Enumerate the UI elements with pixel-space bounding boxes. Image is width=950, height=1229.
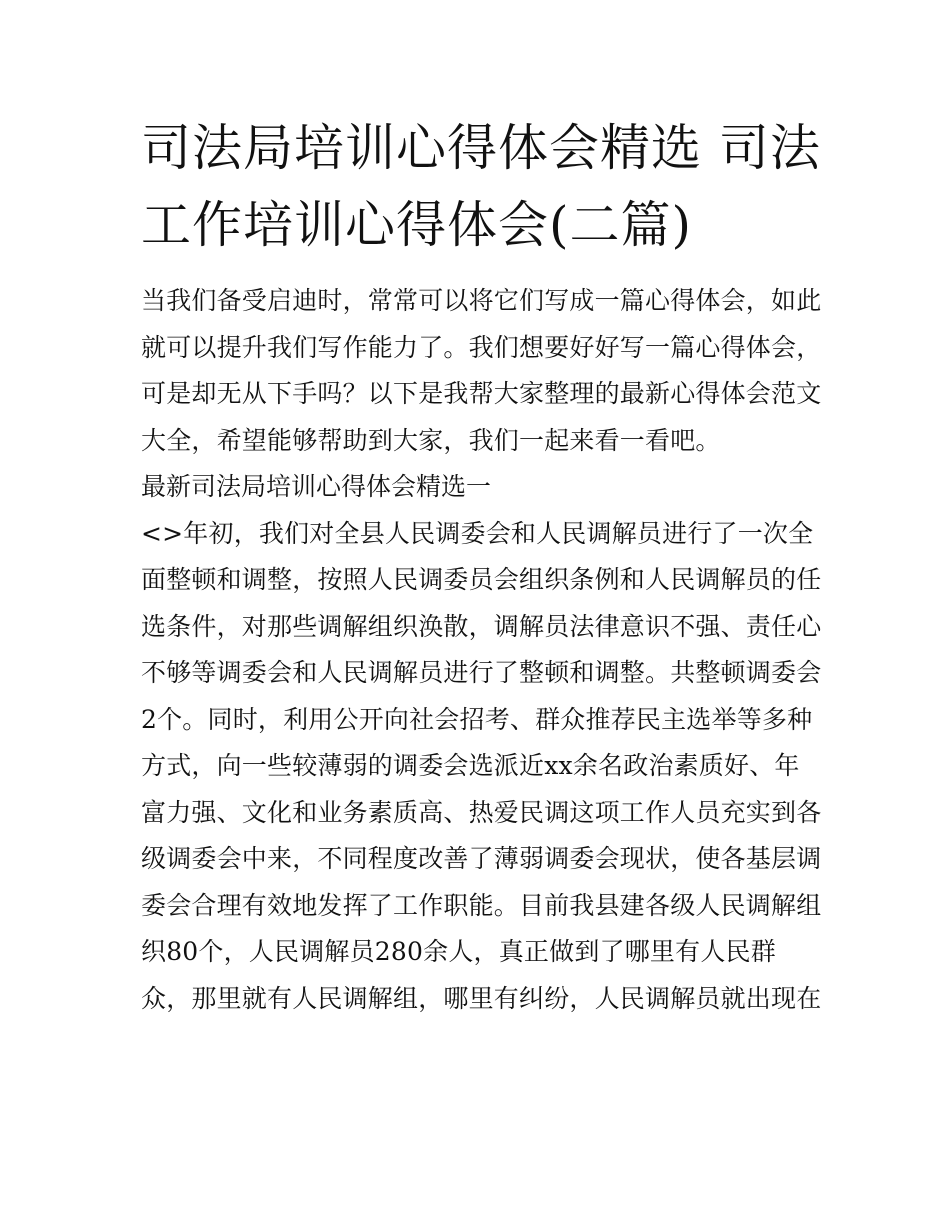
body-line-2: 面整顿和调整，按照人民调委员会组织条例和人民调解员的任 <box>141 565 822 594</box>
section-heading: 最新司法局培训心得体会精选一 <box>141 472 492 501</box>
intro-line-1: 当我们备受启迪时，常常可以将它们写成一篇心得体会，如此 <box>141 286 822 315</box>
body-line-8: 级调委会中来，不同程度改善了薄弱调委会现状，使各基层调 <box>141 844 822 873</box>
intro-paragraph <box>141 278 822 464</box>
body-paragraph <box>141 511 822 1023</box>
intro-line-4: 大全，希望能够帮助到大家，我们一起来看一看吧。 <box>141 425 721 455</box>
body-line-4: 不够等调委会和人民调解员进行了整顿和调整。共整顿调委会 <box>141 658 822 687</box>
body-line-9: 委会合理有效地发挥了工作职能。目前我县建各级人民调解组 <box>141 890 822 920</box>
body-line-7: 富力强、文化和业务素质高、热爱民调这项工作人员充实到各 <box>141 797 822 827</box>
intro-line-2: 就可以提升我们写作能力了。我们想要好好写一篇心得体会， <box>141 332 822 362</box>
body-line-5: 2个。同时，利用公开向社会招考、群众推荐民主选举等多种 <box>141 704 813 734</box>
body-line-11: 众，那里就有人民调解组，哪里有纠纷，人民调解员就出现在 <box>141 983 822 1013</box>
intro-line-3: 可是却无从下手吗？以下是我帮大家整理的最新心得体会范文 <box>141 379 822 408</box>
body-line-6: 方式，向一些较薄弱的调委会选派近xx余名政治素质好、年 <box>141 751 800 780</box>
document-title <box>141 110 821 264</box>
body-line-10: 织80个，人民调解员280余人，真正做到了哪里有人民群 <box>141 937 776 966</box>
body-line-3: 选条件，对那些调解组织涣散，调解员法律意识不强、责任心 <box>141 611 822 641</box>
document-content <box>141 110 822 1022</box>
title-line-2: 工作培训心得体会(二篇) <box>141 196 693 254</box>
title-line-1: 司法局培训心得体会精选 司法 <box>141 119 821 177</box>
body-line-1: <>年初，我们对全县人民调委会和人民调解员进行了一次全 <box>141 518 814 548</box>
